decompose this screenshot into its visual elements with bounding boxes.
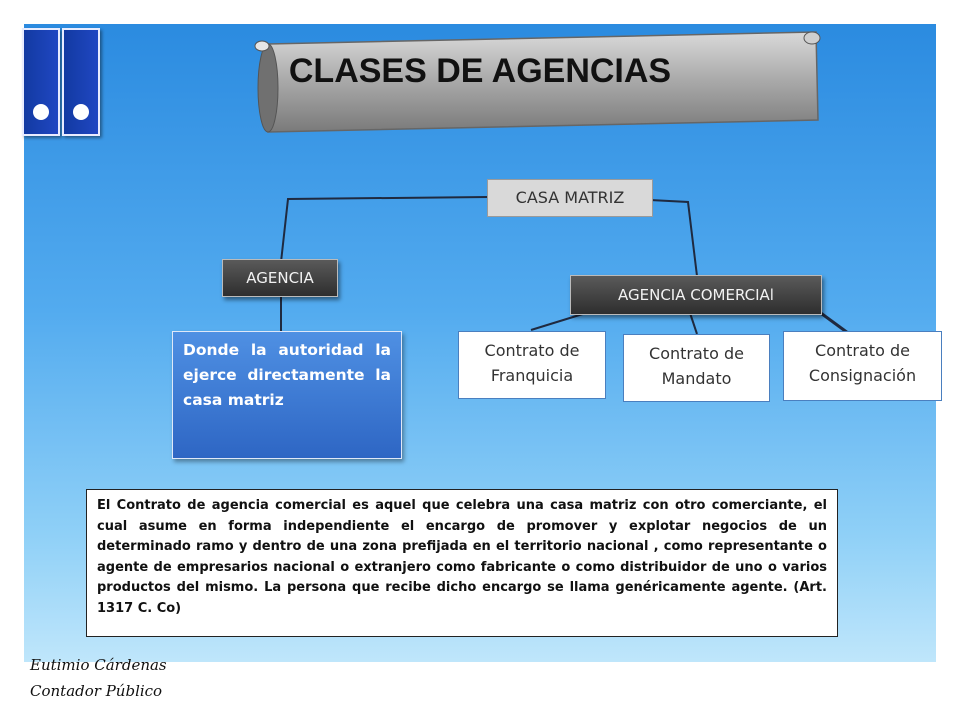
page-title: CLASES DE AGENCIAS <box>288 52 672 90</box>
contrato-consignacion-line1: Contrato de <box>815 341 910 360</box>
definition-paragraph: El Contrato de agencia comercial es aquel que celebra una casa matriz con otro comerciante, el cual asume en forma independiente el encargo de promover y explotar negocios de un determinado ramo y dentro de una zona prefijada en el territorio nacional , como representante o agente de empresarios nacional o extranjero como fabricante o como distribuidor de uno o varios productos del mismo. La persona que recibe dicho encargo se llama genéricamente agente. (Art. 1317 C. Co) <box>86 489 838 637</box>
contrato-consignacion-node <box>783 331 942 401</box>
casa-matriz-node: CASA MATRIZ <box>487 179 653 217</box>
agencia-node: AGENCIA <box>222 259 338 297</box>
contrato-franquicia-node <box>458 331 606 399</box>
signature-role: Contador Público <box>30 682 163 700</box>
signature-name: Eutimio Cárdenas <box>30 656 167 674</box>
agencia-comercial-node: AGENCIA COMERCIAl <box>570 275 822 315</box>
contrato-mandato-line2: Mandato <box>661 369 732 388</box>
contrato-franquicia-line1: Contrato de <box>484 341 580 360</box>
contrato-franquicia-line2: Franquicia <box>490 366 574 385</box>
contrato-mandato-line1: Contrato de <box>649 344 744 363</box>
contrato-consignacion-line2: Consignación <box>808 366 917 385</box>
contrato-mandato-node <box>623 334 770 402</box>
agencia-description: Donde la autoridad la ejerce directamente la casa matriz <box>172 331 402 459</box>
